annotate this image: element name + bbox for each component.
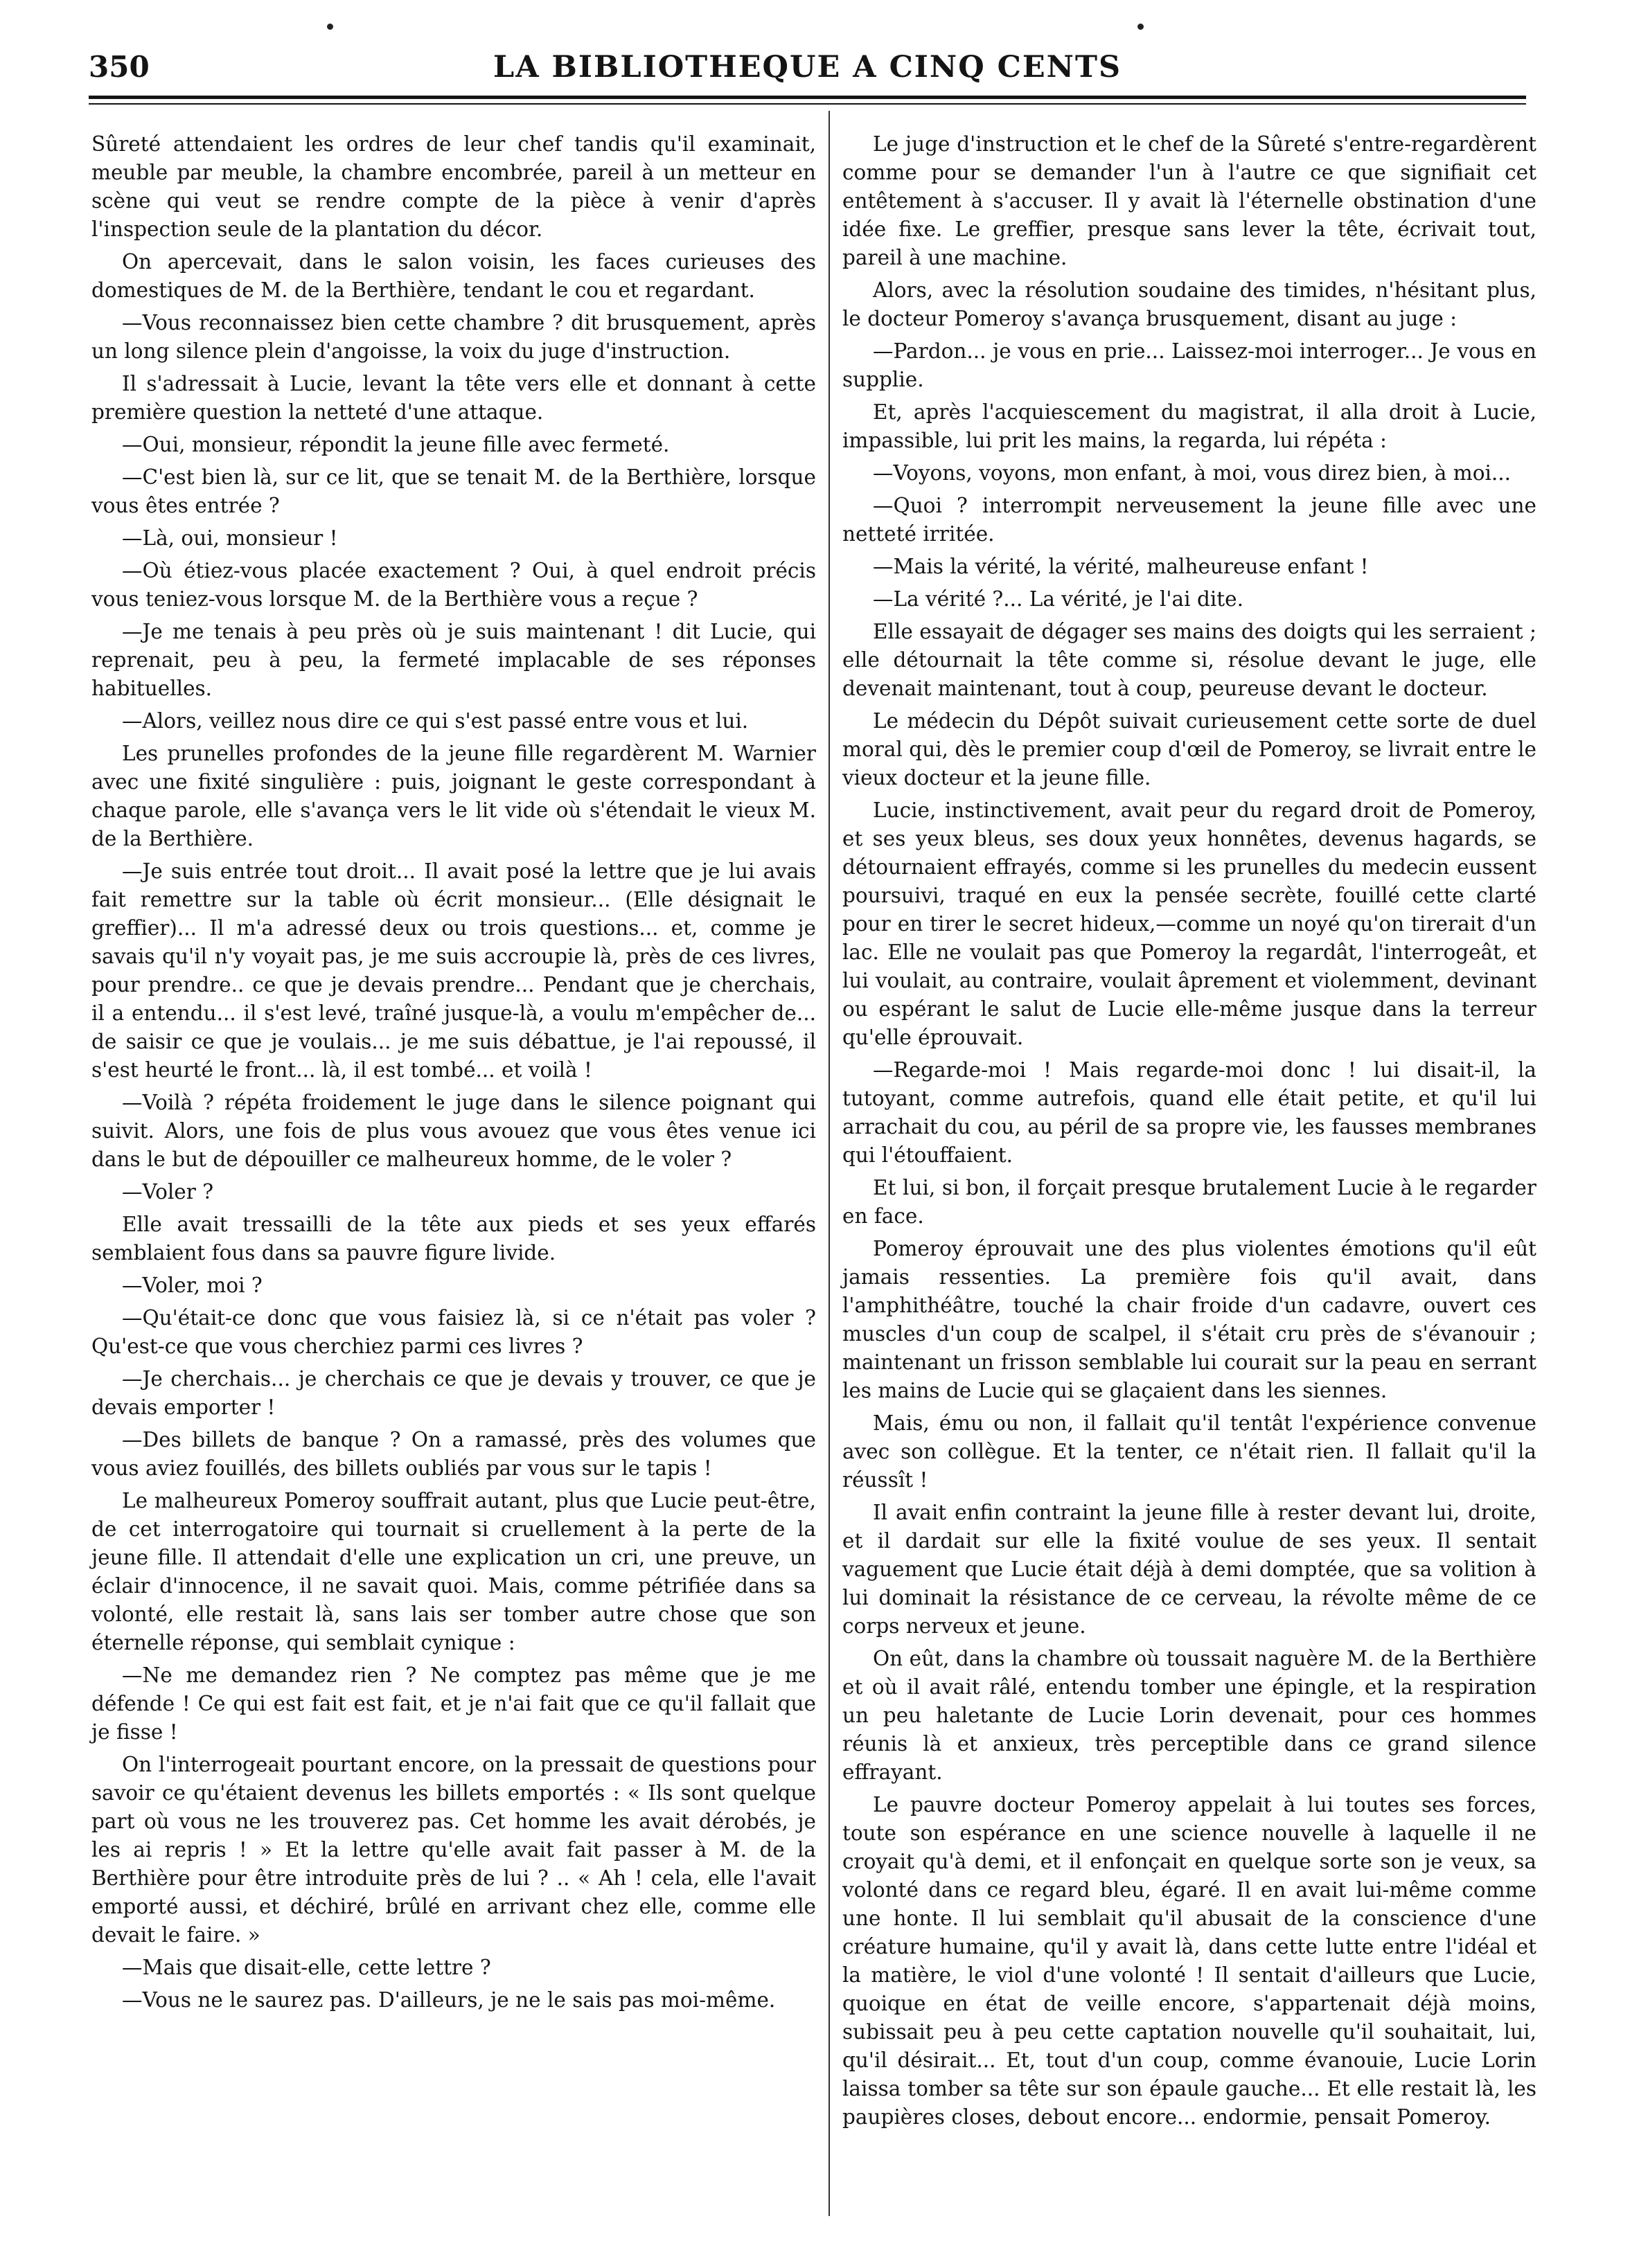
- paragraph: Les prunelles profondes de la jeune fille regardèrent M. Warnier avec une fixité singulière : puis, joignant le geste correspondant à chaque parole, elle s'avança vers le lit vide où s'étendait le vieux M. de la Berthière.: [91, 742, 816, 850]
- header-rule-thin: [89, 103, 1526, 105]
- paragraph: On apercevait, dans le salon voisin, les faces curieuses des domestiques de M. de la Berthière, tendant le cou et regardant.: [91, 250, 816, 302]
- header-rule: [89, 96, 1526, 99]
- paragraph: Mais, ému ou non, il fallait qu'il tentât l'expérience convenue avec son collègue. Et la tenter, ce n'était rien. Il fallait qu'il la réussît !: [842, 1411, 1536, 1492]
- paragraph: —Pardon... je vous en prie... Laissez-moi interroger... Je vous en supplie.: [842, 339, 1536, 391]
- left-column: [91, 130, 816, 2019]
- paragraph: —Voilà ? répéta froidement le juge dans le silence poignant qui suivit. Alors, une fois de plus vous avouez que vous êtes venue ici dans le but de dépouiller ce malheureux homme, de le voler ?: [91, 1091, 816, 1171]
- paragraph: —Voyons, voyons, mon enfant, à moi, vous direz bien, à moi...: [873, 461, 1512, 485]
- paragraph: —Des billets de banque ? On a ramassé, près des volumes que vous aviez fouillés, des billets oubliés par vous sur le tapis !: [91, 1428, 816, 1480]
- paragraph: —La vérité ?... La vérité, je l'ai dite.: [873, 587, 1243, 611]
- paragraph: Et lui, si bon, il forçait presque brutalement Lucie à le regarder en face.: [842, 1176, 1536, 1228]
- paragraph: Il s'adressait à Lucie, levant la tête vers elle et donnant à cette première question la netteté d'une attaque.: [91, 372, 816, 424]
- paragraph: Le médecin du Dépôt suivait curieusement cette sorte de duel moral qui, dès le premier coup d'œil de Pomeroy, se livrait entre le vieux docteur et la jeune fille.: [842, 709, 1536, 789]
- paragraph: —Mais la vérité, la vérité, malheureuse enfant !: [873, 555, 1369, 578]
- paragraph: On eût, dans la chambre où toussait naguère M. de la Berthière et où il avait râlé, entendu tomber une épingle, et la respiration un peu haletante de Lucie Lorin devenait, pour ces hommes réunis là et anxieux, très perceptible dans ce grand silence effrayant.: [842, 1647, 1536, 1784]
- paragraph: —Vous reconnaissez bien cette chambre ? dit brusquement, après un long silence plein d'angoisse, la voix du juge d'instruction.: [91, 311, 816, 363]
- paragraph: Elle essayait de dégager ses mains des doigts qui les serraient ; elle détournait la tête comme si, résolue devant le juge, elle devenait maintenant, tout à coup, peureuse devant le docteur.: [842, 620, 1536, 700]
- paragraph: —C'est bien là, sur ce lit, que se tenait M. de la Berthière, lorsque vous êtes entrée ?: [91, 465, 816, 517]
- paragraph: —Ne me demandez rien ? Ne comptez pas même que je me défende ! Ce qui est fait est fait, et je n'ai fait que ce qu'il fallait que je fisse !: [91, 1663, 816, 1744]
- paragraph: On l'interrogeait pourtant encore, on la pressait de questions pour savoir ce qu'étaient devenus les billets emportés : « Ils sont quelque part où vous ne les trouverez pas. Cet homme les avait dérobés, je les ai repris ! » Et la lettre qu'elle avait fait passer à M. de la Berthière pour être introduite près de lui ? .. « Ah ! cela, elle l'avait emporté aussi, et déchiré, brûlé en arrivant chez elle, comme elle devait le faire. »: [91, 1753, 816, 1947]
- paragraph: —Qu'était-ce donc que vous faisiez là, si ce n'était pas voler ? Qu'est-ce que vous cherchiez parmi ces livres ?: [91, 1306, 816, 1358]
- paragraph: Il avait enfin contraint la jeune fille à rester devant lui, droite, et il dardait sur elle la fixité voulue de ses yeux. Il sentait vaguement que Lucie était déjà à demi domptée, que sa volition à lui dominait la résistance de ce cerveau, la révolte même de ce corps nerveux et jeune.: [842, 1501, 1536, 1638]
- paragraph: —Vous ne le saurez pas. D'ailleurs, je ne le sais pas moi-même.: [122, 1988, 776, 2012]
- paragraph: Pomeroy éprouvait une des plus violentes émotions qu'il eût jamais ressenties. La première fois qu'il avait, dans l'amphithéâtre, touché la chair froide d'un cadavre, ouvert ces muscles d'un coup de scalpel, il s'était cru près de s'évanouir ; maintenant un frisson semblable lui courait sur la peau en serrant les mains de Lucie qui se glaçaient dans les siennes.: [842, 1237, 1536, 1402]
- paragraph: Elle avait tressailli de la tête aux pieds et ses yeux effarés semblaient fous dans sa pauvre figure livide.: [91, 1213, 816, 1265]
- paragraph: Sûreté attendaient les ordres de leur chef tandis qu'il examinait, meuble par meuble, la chambre encombrée, pareil à un metteur en scène qui veut se rendre compte de la pièce à venir d'après l'inspection seule de la plantation du décor.: [91, 132, 816, 241]
- paragraph: —Là, oui, monsieur !: [122, 526, 338, 550]
- paragraph: —Alors, veillez nous dire ce qui s'est passé entre vous et lui.: [122, 709, 749, 733]
- paragraph: Le pauvre docteur Pomeroy appelait à lui toutes ses forces, toute son espérance en une science nouvelle à laquelle il ne croyait qu'à demi, et il enfonçait en quelque sorte son je veux, sa volonté dans ce regard bleu, égaré. Il en avait lui-même comme une honte. Il lui semblait qu'il abusait de la conscience d'une créature humaine, qu'il y avait là, dans cette lutte entre l'idéal et la matière, le viol d'une volonté ! Il sentait d'ailleurs que Lucie, quoique en état de veille encore, s'appartenait déjà moins, subissait peu à peu cette captation nouvelle qu'il souhaitait, lui, qu'il désirait... Et, tout d'un coup, comme évanouie, Lucie Lorin laissa tomber sa tête sur son épaule gauche... Et elle restait là, les paupières closes, debout encore... endormie, pensait Pomeroy.: [842, 1793, 1536, 2129]
- print-speck: [1137, 24, 1144, 30]
- paragraph: —Quoi ? interrompit nerveusement la jeune fille avec une netteté irritée.: [842, 494, 1536, 546]
- paragraph: —Oui, monsieur, répondit la jeune fille avec fermeté.: [122, 433, 670, 456]
- paragraph: Et, après l'acquiescement du magistrat, il alla droit à Lucie, impassible, lui prit les mains, la regarda, lui répéta :: [842, 400, 1536, 452]
- paragraph: —Voler ?: [122, 1180, 214, 1204]
- paragraph: Lucie, instinctivement, avait peur du regard droit de Pomeroy, et ses yeux bleus, ses doux yeux honnêtes, devenus hagards, se détournaient effrayés, comme si les prunelles du medecin eussent poursuivi, traqué en eux la pensée secrète, fouillé cette clarté pour en tirer le secret hideux,—comme un noyé qu'on tirerait d'un lac. Elle ne voulait pas que Pomeroy la regardât, l'interrogeât, et lui voulait, au contraire, voulait âprement et violemment, devinant ou espérant le salut de Lucie elle-même jusque dans la terreur qu'elle éprouvait.: [842, 798, 1536, 1049]
- column-divider: [829, 111, 830, 2216]
- paragraph: —Regarde-moi ! Mais regarde-moi donc ! lui disait-il, la tutoyant, comme autrefois, quand elle était petite, et qu'il lui arrachait du cou, au péril de sa propre vie, les fausses membranes qui l'étouffaient.: [842, 1058, 1536, 1167]
- right-column: [842, 130, 1536, 2136]
- paragraph: —Où étiez-vous placée exactement ? Oui, à quel endroit précis vous teniez-vous lorsque M. de la Berthière vous a reçue ?: [91, 559, 816, 611]
- paragraph: —Voler, moi ?: [122, 1274, 263, 1297]
- paragraph: Le juge d'instruction et le chef de la Sûreté s'entre-regardèrent comme pour se demander l'un à l'autre ce que signifiait cet entêtement à s'accuser. Il y avait là l'éternelle obstination d'une idée fixe. Le greffier, presque sans lever la tête, écrivait tout, pareil à une machine.: [842, 132, 1536, 269]
- page-number: 350: [89, 50, 150, 84]
- running-title: LA BIBLIOTHEQUE A CINQ CENTS: [493, 50, 1122, 84]
- paragraph: —Je suis entrée tout droit... Il avait posé la lettre que je lui avais fait remettre sur la table où écrit monsieur... (Elle désignait le greffier)... Il m'a adressé deux ou trois questions... et, comme je savais qu'il n'y voyait pas, je me suis accroupie là, près de ces livres, pour prendre.. ce que je devais prendre... Pendant que je cherchais, il a entendu... il s'est levé, traîné jusque-là, a voulu m'empêcher de... de saisir ce que je voulais... je me suis débattue, je l'ai repoussé, il s'est heurté le front... là, il est tombé... et voilà !: [91, 859, 816, 1082]
- paragraph: —Je cherchais... je cherchais ce que je devais y trouver, ce que je devais emporter !: [91, 1367, 816, 1419]
- paragraph: —Mais que disait-elle, cette lettre ?: [122, 1956, 491, 1979]
- paragraph: —Je me tenais à peu près où je suis maintenant ! dit Lucie, qui reprenait, peu à peu, la fermeté implacable de ses réponses habituelles.: [91, 620, 816, 700]
- paragraph: Alors, avec la résolution soudaine des timides, n'hésitant plus, le docteur Pomeroy s'avança brusquement, disant au juge :: [842, 278, 1536, 330]
- page-header: [89, 48, 1526, 91]
- print-speck: [327, 24, 333, 30]
- paragraph: Le malheureux Pomeroy souffrait autant, plus que Lucie peut-être, de cet interrogatoire qui tournait si cruellement à la perte de la jeune fille. Il attendait d'elle une explication un cri, une preuve, un éclair d'innocence, il ne savait quoi. Mais, comme pétrifiée dans sa volonté, elle restait là, sans lais ser tomber autre chose que son éternelle réponse, qui semblait cynique :: [91, 1489, 816, 1654]
